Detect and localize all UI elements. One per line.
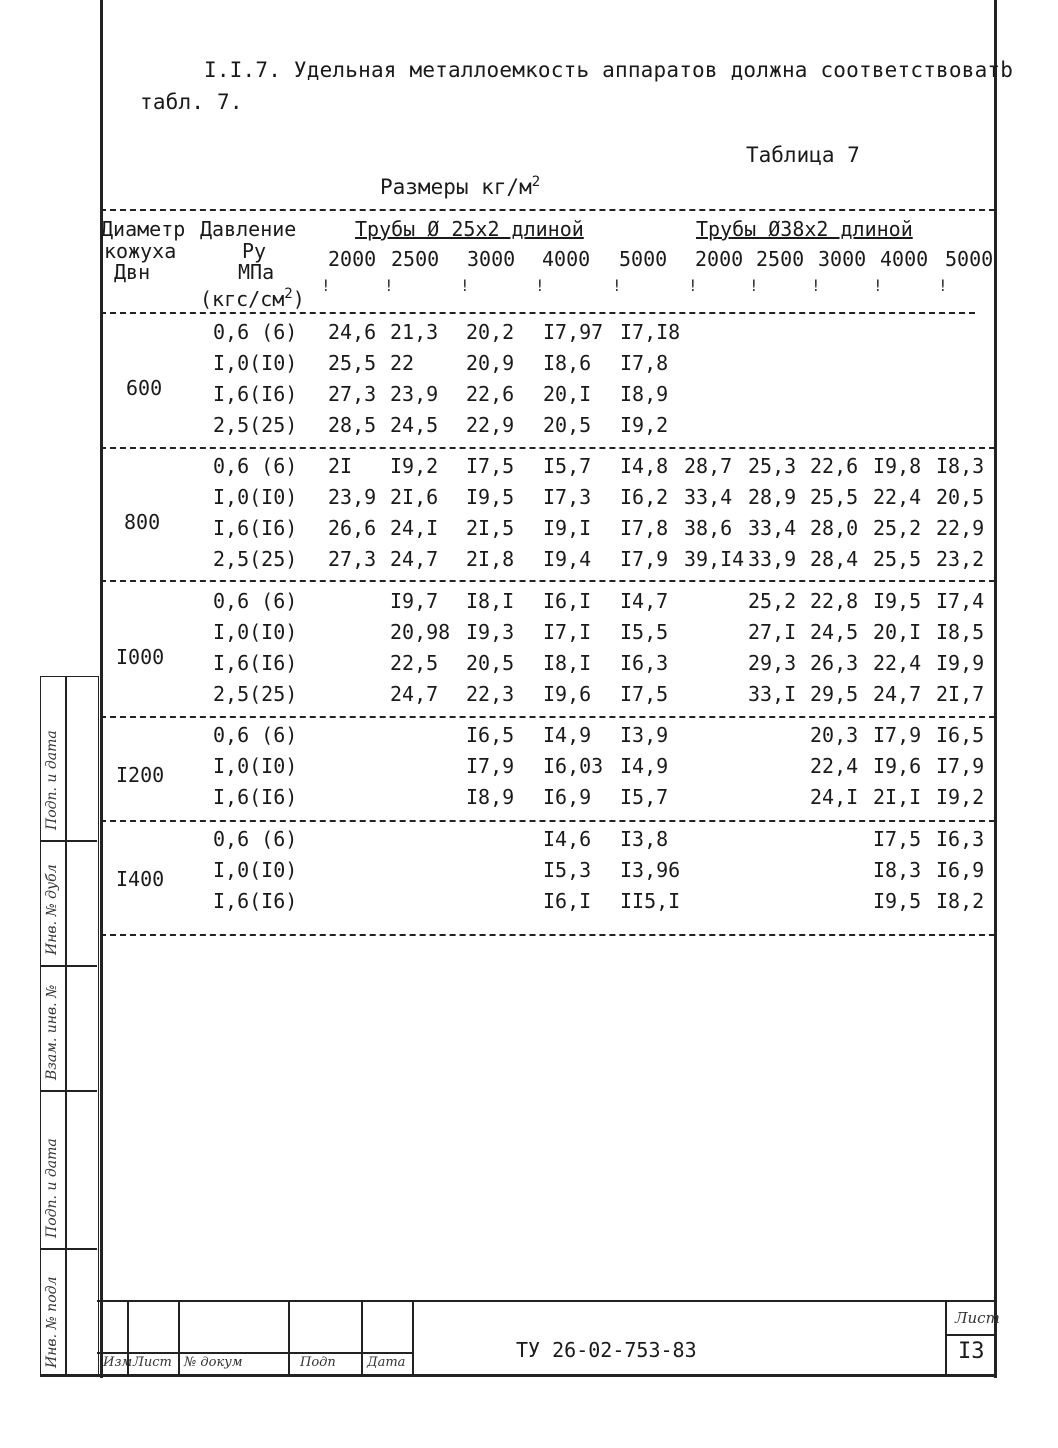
table-cell: I8,5	[936, 620, 985, 644]
table-cell: I4,8	[620, 454, 669, 478]
sheet-label: Лист	[955, 1309, 1000, 1327]
table-cell: I7,8	[620, 351, 669, 375]
table-cell: II5,I	[620, 889, 681, 913]
column-tick-1: !	[384, 276, 394, 295]
table-cell: 2I	[328, 454, 353, 478]
table-cell: 27,3	[328, 382, 377, 406]
table-cell: I7,97	[543, 320, 604, 344]
header-group-38: Трубы Ø38х2 длиной	[696, 217, 913, 241]
row-pressure: I,6(I6)	[213, 785, 298, 809]
table-cell: 21,3	[390, 320, 439, 344]
table-cell: 28,7	[684, 454, 733, 478]
title-block-col-4	[361, 1300, 363, 1376]
header-top-rule	[100, 209, 995, 211]
group-diameter: 800	[124, 509, 161, 534]
stamp-label-sign: Подп	[300, 1355, 336, 1370]
table-cell: 24,7	[390, 547, 439, 571]
table-cell: 28,5	[328, 413, 377, 437]
length-header-3: 4000	[542, 247, 591, 271]
table-cell: 22,9	[936, 516, 985, 540]
title-block-col-2	[178, 1300, 180, 1376]
table-cell: I6,3	[936, 827, 985, 851]
row-pressure: 0,6 (6)	[213, 827, 298, 851]
table-cell: 26,3	[810, 651, 859, 675]
header-group-25: Трубы Ø 25х2 длиной	[355, 217, 584, 241]
group-divider	[100, 447, 995, 449]
stamp-label-sheet: Лист	[133, 1355, 172, 1370]
table-cell: I4,9	[543, 723, 592, 747]
table-cell: 25,2	[873, 516, 922, 540]
table-cell: 20,I	[873, 620, 922, 644]
table-cell: I7,4	[936, 589, 985, 613]
table-cell: I7,5	[873, 827, 922, 851]
table-cell: 22,5	[390, 651, 439, 675]
row-pressure: 2,5(25)	[213, 547, 298, 571]
header-diameter-line-2: кожуха	[104, 239, 177, 263]
table-cell: 33,I	[748, 682, 797, 706]
table-cell: I4,6	[543, 827, 592, 851]
length-header-0: 2000	[328, 247, 377, 271]
group-diameter: 600	[126, 375, 163, 400]
side-stamp-row-4	[40, 1248, 97, 1250]
length-header-9: 5000	[945, 247, 994, 271]
table-cell: 33,4	[684, 485, 733, 509]
table-cell: 2I,7	[936, 682, 985, 706]
table-cell: 23,9	[328, 485, 377, 509]
side-label-1: Подп. и дата	[44, 730, 60, 830]
paragraph-line-1: I.I.7. Удельная металлоемкость аппаратов должна соответствоватb	[204, 58, 1014, 82]
table-cell: I9,7	[390, 589, 439, 613]
table-cell: 20,I	[543, 382, 592, 406]
title-block-col-6	[945, 1300, 947, 1376]
units-caption-power: 2	[531, 174, 541, 190]
table-cell: 2I,I	[873, 785, 922, 809]
table-cell: 25,2	[748, 589, 797, 613]
table-cell: 20,5	[936, 485, 985, 509]
table-cell: I5,5	[620, 620, 669, 644]
table-cell: I4,9	[620, 754, 669, 778]
header-pressure-power: 2	[284, 286, 293, 302]
table-cell: 26,6	[328, 516, 377, 540]
row-pressure: I,6(I6)	[213, 382, 298, 406]
table-cell: I6,5	[466, 723, 515, 747]
header-pressure-line-1: Давление	[200, 217, 297, 241]
table-cell: 22,6	[466, 382, 515, 406]
row-pressure: I,0(I0)	[213, 485, 298, 509]
table-cell: 27,I	[748, 620, 797, 644]
table-cell: I9,4	[543, 547, 592, 571]
table-cell: I9,2	[620, 413, 669, 437]
side-label-4: Подп. и дата	[44, 1138, 60, 1238]
length-header-6: 2500	[756, 247, 805, 271]
table-cell: I8,I	[543, 651, 592, 675]
header-diameter-line-1: Диаметр	[101, 217, 186, 241]
table-cell: I8,I	[466, 589, 515, 613]
table-cell: I6,I	[543, 889, 592, 913]
table-cell: 23,2	[936, 547, 985, 571]
table-cell: 33,9	[748, 547, 797, 571]
table-cell: I9,6	[543, 682, 592, 706]
side-stamp-row-2	[40, 965, 97, 967]
header-pressure-close: )	[292, 287, 305, 311]
table-cell: I9,9	[936, 651, 985, 675]
table-cell: I6,5	[936, 723, 985, 747]
table-cell: 28,9	[748, 485, 797, 509]
side-label-3: Взам. инв. №	[44, 984, 60, 1080]
group-diameter: I400	[116, 867, 165, 891]
table-cell: 25,5	[810, 485, 859, 509]
table-cell: I5,7	[620, 785, 669, 809]
table-cell: 20,5	[466, 651, 515, 675]
table-cell: I9,5	[873, 889, 922, 913]
table-cell: I6,I	[543, 589, 592, 613]
table-cell: I9,2	[936, 785, 985, 809]
table-cell: I7,I8	[620, 320, 681, 344]
table-cell: 28,0	[810, 516, 859, 540]
table-cell: 23,9	[390, 382, 439, 406]
table-cell: I9,3	[466, 620, 515, 644]
frame-bottom-border	[40, 1374, 997, 1377]
title-block-col-3	[288, 1300, 290, 1376]
table-cell: 20,9	[466, 351, 515, 375]
length-header-2: 3000	[467, 247, 516, 271]
header-bottom-rule	[100, 312, 975, 314]
table-cell: I5,3	[543, 858, 592, 882]
length-header-7: 3000	[818, 247, 867, 271]
table-cell: I7,9	[466, 754, 515, 778]
table-cell: 25,5	[873, 547, 922, 571]
table-cell: 20,98	[390, 620, 451, 644]
table-cell: 25,5	[328, 351, 377, 375]
units-caption	[380, 174, 540, 199]
table-cell: I6,3	[620, 651, 669, 675]
column-tick-6: !	[749, 276, 759, 295]
table-cell: 22,3	[466, 682, 515, 706]
row-pressure: 2,5(25)	[213, 682, 298, 706]
table-cell: 24,7	[873, 682, 922, 706]
table-cell: 24,I	[390, 516, 439, 540]
table-cell: I7,9	[936, 754, 985, 778]
units-caption-text: Размеры кг/м	[380, 175, 532, 199]
side-label-2: Инв. № дубл	[44, 864, 60, 955]
table-cell: 22,9	[466, 413, 515, 437]
group-divider	[100, 934, 995, 936]
table-cell: 20,5	[543, 413, 592, 437]
table-cell: I3,96	[620, 858, 681, 882]
table-cell: 22,6	[810, 454, 859, 478]
stamp-label-date: Дата	[367, 1355, 406, 1370]
header-pressure-line-4	[200, 283, 305, 310]
table-cell: I8,9	[620, 382, 669, 406]
length-header-1: 2500	[391, 247, 440, 271]
side-stamp-row-1	[40, 840, 97, 842]
header-diameter-line-3: Двн	[114, 260, 151, 284]
table-cell: I9,5	[466, 485, 515, 509]
table-cell: 39,I4	[684, 547, 745, 571]
row-pressure: I,0(I0)	[213, 351, 298, 375]
table-cell: I8,6	[543, 351, 592, 375]
table-cell: I6,03	[543, 754, 604, 778]
table-cell: I7,I	[543, 620, 592, 644]
title-block-col-5	[412, 1300, 414, 1376]
group-divider	[100, 716, 995, 718]
column-tick-8: !	[873, 276, 883, 295]
sheet-number: I3	[958, 1339, 985, 1364]
side-stamp-row-3	[40, 1090, 97, 1092]
table-cell: 20,3	[810, 723, 859, 747]
table-cell: I6,2	[620, 485, 669, 509]
header-pressure-unit: (кгс/см	[200, 287, 285, 311]
row-pressure: I,6(I6)	[213, 516, 298, 540]
table-cell: I7,5	[620, 682, 669, 706]
table-cell: 29,5	[810, 682, 859, 706]
group-diameter: I000	[116, 644, 165, 669]
table-cell: 22,4	[810, 754, 859, 778]
table-cell: 24,5	[810, 620, 859, 644]
column-tick-9: !	[938, 276, 948, 295]
column-tick-4: !	[612, 276, 622, 295]
table-cell: 38,6	[684, 516, 733, 540]
header-pressure-line-2: Ру	[242, 239, 267, 263]
table-cell: I5,7	[543, 454, 592, 478]
length-header-8: 4000	[880, 247, 929, 271]
header-pressure-line-3: МПа	[238, 260, 275, 284]
stamp-label-doc: № докум	[184, 1355, 243, 1370]
document-number: ТУ 26-02-753-83	[516, 1338, 697, 1362]
table-cell: 24,I	[810, 785, 859, 809]
table-cell: 22,4	[873, 485, 922, 509]
row-pressure: I,6(I6)	[213, 889, 298, 913]
table-cell: I8,3	[936, 454, 985, 478]
table-cell: I7,9	[873, 723, 922, 747]
frame-left-border	[100, 0, 103, 1378]
table-cell: I3,9	[620, 723, 669, 747]
column-tick-0: !	[321, 276, 331, 295]
table-cell: 22	[390, 351, 415, 375]
title-block-label-rule	[97, 1352, 413, 1354]
table-cell: 24,5	[390, 413, 439, 437]
side-label-5: Инв. № подл	[44, 1276, 60, 1368]
table-cell: I6,9	[936, 858, 985, 882]
table-cell: 2I,6	[390, 485, 439, 509]
table-cell: I7,9	[620, 547, 669, 571]
row-pressure: 0,6 (6)	[213, 589, 298, 613]
length-header-4: 5000	[619, 247, 668, 271]
table-cell: I3,8	[620, 827, 669, 851]
title-block-top-rule	[97, 1300, 997, 1302]
side-stamp-divider	[65, 676, 67, 1374]
table-cell: I7,8	[620, 516, 669, 540]
row-pressure: 2,5(25)	[213, 413, 298, 437]
table-cell: 25,3	[748, 454, 797, 478]
table-cell: 24,6	[328, 320, 377, 344]
table-caption: Таблица 7	[746, 143, 860, 167]
column-tick-3: !	[535, 276, 545, 295]
title-block-sheet-rule	[945, 1334, 997, 1336]
frame-right-border	[994, 0, 997, 1378]
table-cell: 22,8	[810, 589, 859, 613]
column-tick-5: !	[688, 276, 698, 295]
table-cell: I6,9	[543, 785, 592, 809]
group-diameter: I200	[116, 763, 165, 787]
table-cell: 24,7	[390, 682, 439, 706]
row-pressure: I,6(I6)	[213, 651, 298, 675]
stamp-label-change: Изм	[103, 1355, 133, 1370]
row-pressure: 0,6 (6)	[213, 320, 298, 344]
group-divider	[100, 820, 995, 822]
table-cell: I9,6	[873, 754, 922, 778]
table-cell: 2I,8	[466, 547, 515, 571]
table-cell: I8,2	[936, 889, 985, 913]
paragraph-line-2: табл. 7.	[140, 90, 243, 114]
table-cell: 27,3	[328, 547, 377, 571]
table-cell: 29,3	[748, 651, 797, 675]
row-pressure: I,0(I0)	[213, 620, 298, 644]
table-cell: I9,5	[873, 589, 922, 613]
table-cell: 2I,5	[466, 516, 515, 540]
table-cell: I9,8	[873, 454, 922, 478]
row-pressure: I,0(I0)	[213, 858, 298, 882]
row-pressure: 0,6 (6)	[213, 723, 298, 747]
table-cell: 33,4	[748, 516, 797, 540]
table-cell: 28,4	[810, 547, 859, 571]
table-cell: I7,3	[543, 485, 592, 509]
row-pressure: 0,6 (6)	[213, 454, 298, 478]
table-cell: 22,4	[873, 651, 922, 675]
table-cell: I7,5	[466, 454, 515, 478]
table-cell: I8,9	[466, 785, 515, 809]
table-cell: I9,I	[543, 516, 592, 540]
row-pressure: I,0(I0)	[213, 754, 298, 778]
length-header-5: 2000	[695, 247, 744, 271]
table-cell: 20,2	[466, 320, 515, 344]
group-divider	[100, 580, 995, 582]
column-tick-2: !	[460, 276, 470, 295]
table-cell: I8,3	[873, 858, 922, 882]
table-cell: I4,7	[620, 589, 669, 613]
table-cell: I9,2	[390, 454, 439, 478]
column-tick-7: !	[811, 276, 821, 295]
